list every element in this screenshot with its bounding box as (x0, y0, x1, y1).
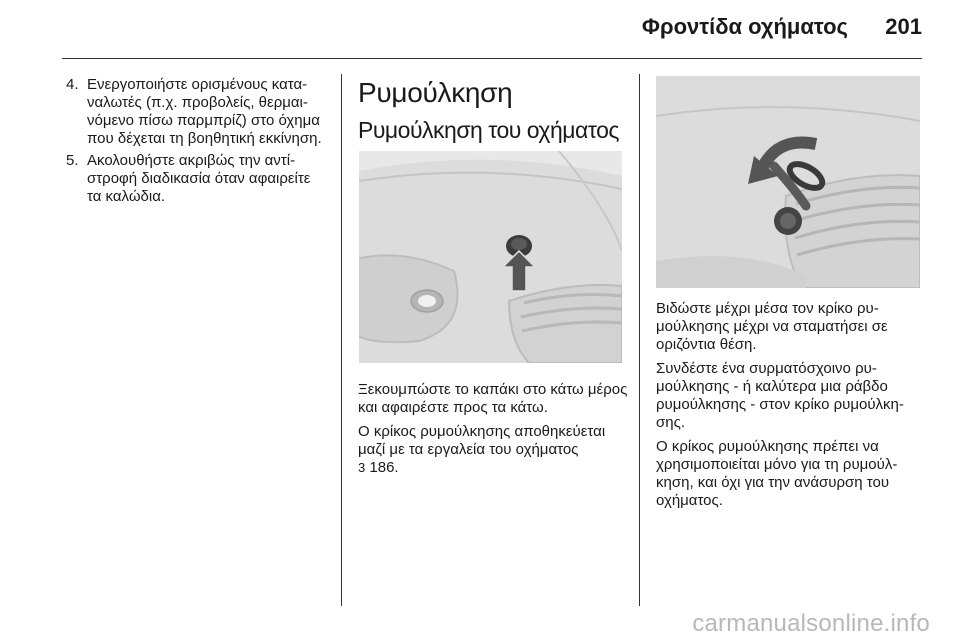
step-item (66, 76, 328, 148)
page-number: 201 (885, 14, 922, 39)
step-text: Ενεργοποιήστε ορισμένους καταναλωτές (π.χ. προβολείς, θερμαινόμενο πίσω παρμπρίζ) στο όχημα που δέχεται τη βοηθητική εκκίνηση. (87, 76, 322, 147)
column-1 (66, 76, 328, 210)
paragraph (358, 423, 628, 477)
watermark: carmanualsonline.info (692, 610, 930, 637)
column-divider-1 (341, 74, 342, 606)
column-divider-2 (639, 74, 640, 606)
paragraph: Ξεκουμπώστε το καπάκι στο κάτω μέρος και αφαιρέστε προς τα κάτω. (358, 381, 628, 416)
column-3-text (656, 300, 926, 510)
step-item (66, 152, 328, 206)
bumper-cover-drawing (359, 151, 622, 363)
section-subheading: Ρυμούλκηση του οχήματος (358, 117, 619, 143)
page-reference: 186. (369, 459, 399, 476)
paragraph: Συνδέστε ένα συρματόσχοινο ρυμούλκησης - ή καλύτερα μια ράβδο ρυμούλκησης - στον κρίκο ρυμούλκησης. (656, 360, 904, 431)
towing-eye-drawing (656, 76, 920, 288)
bumper-cover-illustration (359, 151, 622, 363)
page-title: Φροντίδα οχήματος (641, 14, 848, 39)
step-number: 4. (66, 76, 79, 93)
towing-eye-illustration (656, 76, 920, 288)
section-heading: Ρυμούλκηση (358, 77, 513, 108)
header-divider (62, 58, 922, 59)
paragraph: Βιδώστε μέχρι μέσα τον κρίκο ρυμούλκησης μέχρι να σταματήσει σε οριζόντια θέση. (656, 300, 888, 353)
step-text: Ακολουθήστε ακριβώς την αντίστροφή διαδικασία όταν αφαιρείτε τα καλώδια. (87, 152, 311, 205)
step-number: 5. (66, 152, 79, 169)
page-reference-icon: 3 (358, 460, 366, 475)
step-list (66, 76, 328, 206)
column-2 (358, 74, 626, 144)
paragraph-text: Ο κρίκος ρυμούλκησης αποθηκεύεται μαζί με τα εργαλεία του οχήματος (358, 423, 606, 458)
paragraph: Ο κρίκος ρυμούλκησης πρέπει να χρησιμοποιείται μόνο για τη ρυμούλκηση, και όχι για την ανάσυρση του οχήματος. (656, 438, 898, 509)
page-header (0, 0, 960, 60)
column-2-text (358, 381, 628, 477)
